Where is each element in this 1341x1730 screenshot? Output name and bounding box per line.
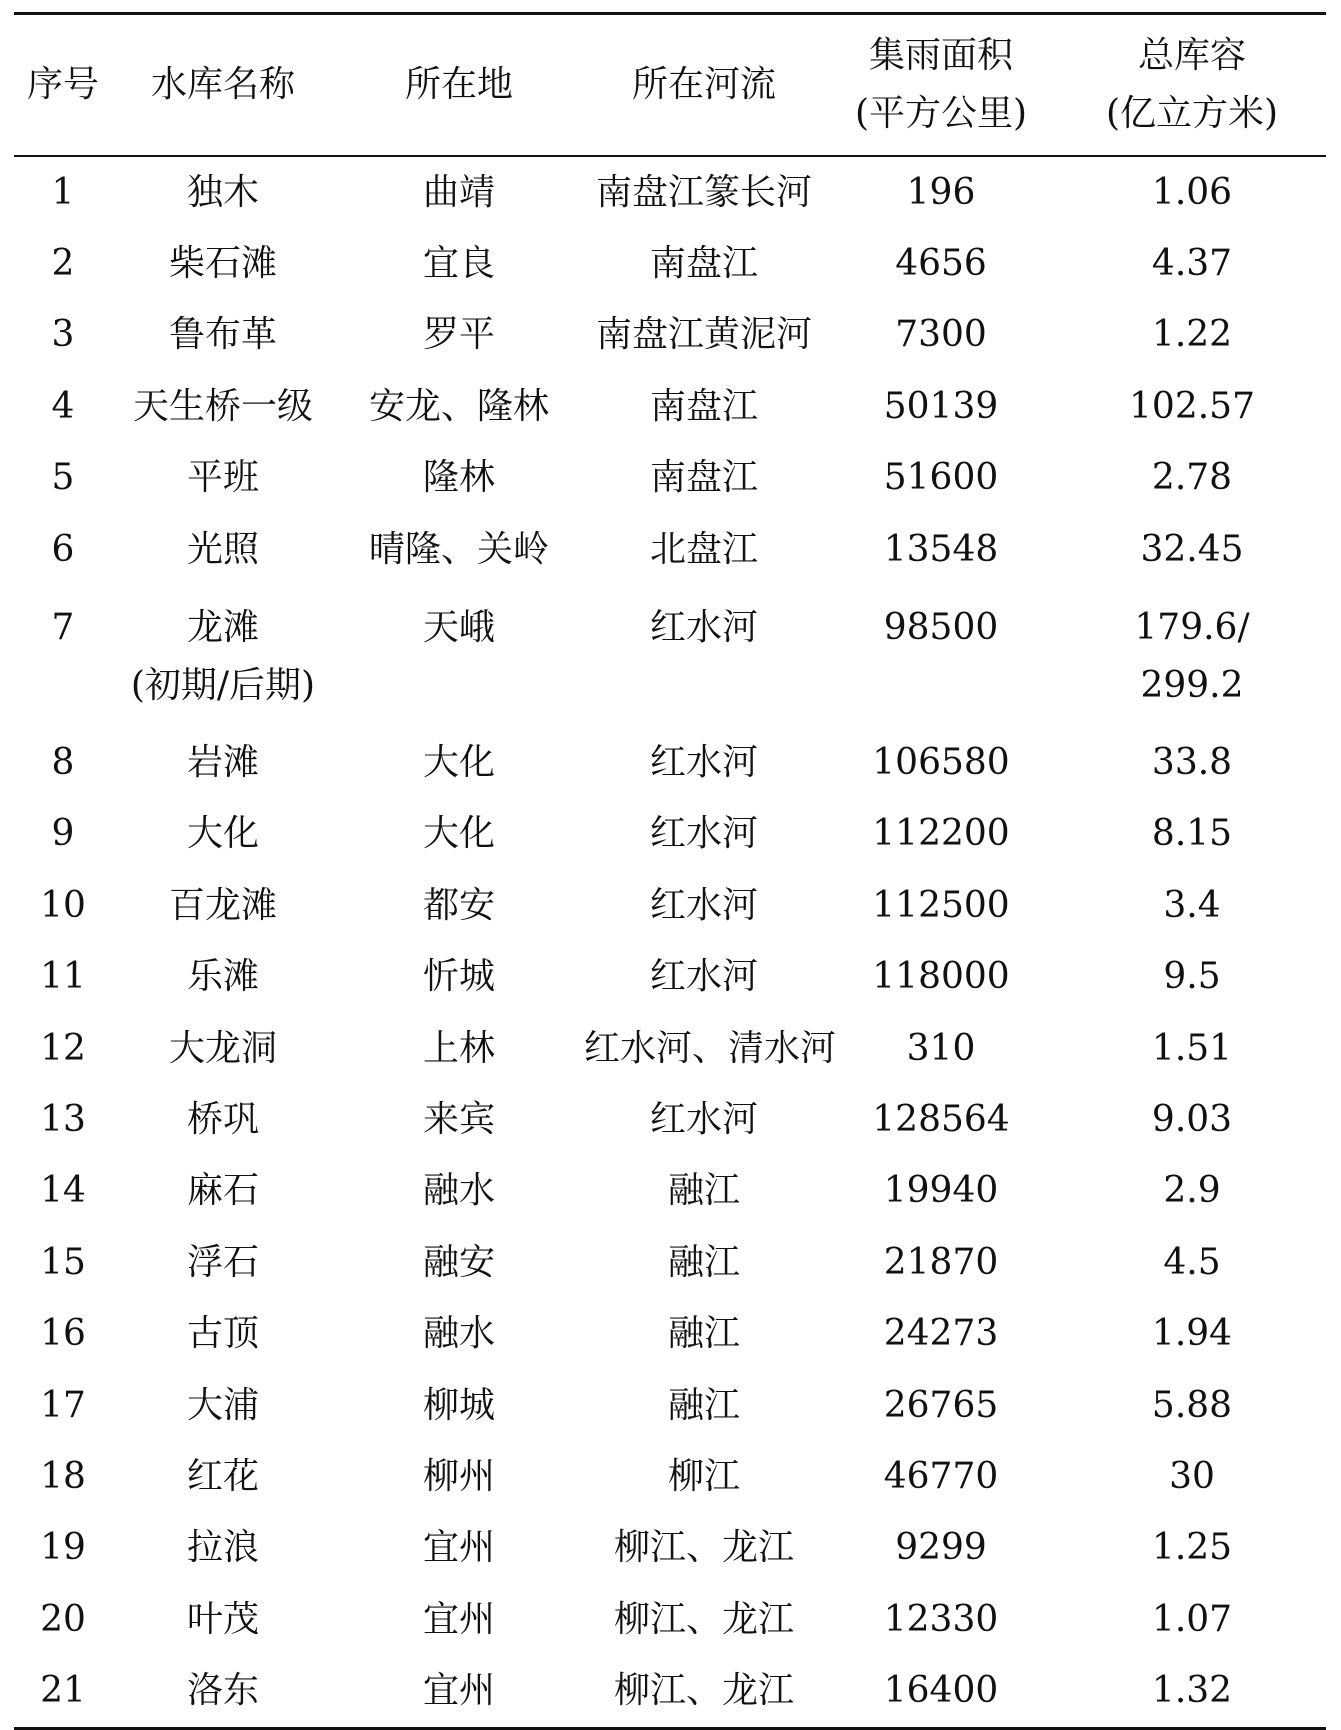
cell-location: 曲靖 [422,171,495,213]
cell-river: 南盘江篆长河 [595,171,812,213]
cell-river: 南盘江 [649,385,758,427]
header-no: 序号 [26,64,99,105]
cell-name: 光照 [186,528,259,570]
cell-location: 宜州 [422,1670,495,1712]
cell-location: 晴隆、关岭 [368,528,549,570]
cell-no: 7 [51,607,75,649]
cell-no: 6 [51,528,75,570]
cell-river: 融江 [667,1170,740,1212]
cell-location: 罗平 [422,314,495,356]
cell-capacity: 9.5 [1163,956,1221,998]
table-row [14,1513,1326,1584]
cell-location: 安龙、隆林 [368,385,549,427]
cell-location: 融水 [422,1170,495,1212]
table-row [14,1655,1326,1728]
cell-river: 南盘江 [649,457,758,499]
cell-name: 平班 [186,457,259,499]
cell-capacity: 8.15 [1151,813,1233,855]
cell-area: 310 [906,1027,976,1069]
cell-location: 宜州 [422,1598,495,1640]
cell-river: 柳江、龙江 [613,1670,794,1712]
cell-no: 12 [40,1027,86,1069]
cell-river: 柳江、龙江 [613,1598,794,1640]
cell-river: 融江 [667,1384,740,1426]
cell-location: 忻城 [422,956,495,998]
table-row [14,870,1326,941]
table-body [14,156,1326,1728]
cell-area: 7300 [895,314,987,356]
header-area: 集雨面积 (平方公里) [854,35,1028,134]
cell-area: 19940 [883,1170,999,1212]
cell-no: 16 [40,1313,86,1355]
cell-name: 龙滩 (初期/后期) [130,607,316,707]
cell-name: 桥巩 [186,1098,259,1140]
header-capacity: 总库容 (亿立方米) [1105,35,1279,134]
cell-no: 13 [40,1098,86,1140]
table-row [14,1298,1326,1369]
cell-capacity: 1.94 [1151,1313,1233,1355]
table-header [14,14,1326,157]
cell-area: 51600 [883,457,999,499]
cell-capacity: 3.4 [1163,884,1221,926]
cell-name: 麻石 [186,1170,259,1212]
header-row [14,14,1326,157]
cell-capacity: 1.22 [1151,314,1233,356]
cell-river: 柳江、龙江 [613,1527,794,1569]
table-row [14,156,1326,228]
cell-capacity: 5.88 [1151,1384,1233,1426]
cell-area: 50139 [883,385,999,427]
cell-capacity: 32.45 [1140,528,1244,570]
cell-capacity: 33.8 [1151,742,1233,784]
cell-capacity: 2.9 [1163,1170,1221,1212]
cell-area: 13548 [883,528,999,570]
cell-capacity: 1.06 [1151,171,1233,213]
cell-no: 8 [51,742,75,784]
cell-name: 乐滩 [186,956,259,998]
table-row [14,799,1326,870]
cell-no: 19 [40,1527,86,1569]
cell-no: 3 [51,314,75,356]
cell-area: 9299 [895,1527,987,1569]
cell-no: 17 [40,1384,86,1426]
cell-river: 红水河 [649,607,758,649]
table-row [14,1584,1326,1655]
cell-area: 196 [906,171,976,213]
table-row [14,228,1326,299]
cell-area: 46770 [883,1455,999,1497]
cell-capacity: 4.37 [1151,243,1233,285]
cell-capacity: 102.57 [1129,385,1255,427]
cell-name: 浮石 [186,1241,259,1283]
cell-name: 拉浪 [186,1527,259,1569]
table-row [14,1441,1326,1512]
cell-no: 5 [51,457,75,499]
cell-capacity: 1.25 [1151,1527,1233,1569]
cell-no: 10 [40,884,86,926]
table-row [14,585,1326,727]
cell-area: 4656 [895,243,987,285]
cell-name: 岩滩 [186,742,259,784]
cell-no: 4 [51,385,75,427]
cell-capacity: 4.5 [1163,1241,1221,1283]
cell-no: 20 [40,1598,86,1640]
cell-capacity: 1.32 [1151,1670,1233,1712]
cell-river: 红水河、清水河 [584,1027,837,1069]
cell-capacity: 1.51 [1151,1027,1233,1069]
cell-location: 天峨 [422,607,495,649]
cell-river: 南盘江黄泥河 [595,314,812,356]
cell-river: 融江 [667,1241,740,1283]
cell-location: 融安 [422,1241,495,1283]
cell-name: 大化 [186,813,259,855]
cell-area: 112200 [872,813,1010,855]
cell-name: 大龙洞 [168,1027,277,1069]
cell-name: 天生桥一级 [132,385,313,427]
cell-capacity: 2.78 [1151,457,1233,499]
cell-location: 融水 [422,1313,495,1355]
cell-river: 南盘江 [649,243,758,285]
cell-location: 大化 [422,742,495,784]
cell-name: 大浦 [186,1384,259,1426]
table-row [14,1227,1326,1298]
table-row [14,942,1326,1013]
cell-no: 2 [51,243,75,285]
cell-no: 15 [40,1241,86,1283]
cell-location: 都安 [422,884,495,926]
cell-area: 24273 [883,1313,999,1355]
cell-area: 98500 [883,607,999,649]
cell-river: 红水河 [649,884,758,926]
cell-capacity: 179.6/ 299.2 [1134,607,1250,707]
cell-river: 红水河 [649,956,758,998]
cell-name: 鲁布革 [168,314,277,356]
cell-area: 21870 [883,1241,999,1283]
cell-location: 宜州 [422,1527,495,1569]
reservoir-table-container [14,12,1326,1730]
table-row [14,1370,1326,1441]
cell-location: 来宾 [422,1098,495,1140]
table-row [14,1156,1326,1227]
cell-capacity: 30 [1169,1455,1215,1497]
cell-name: 洛东 [186,1670,259,1712]
cell-name: 红花 [186,1455,259,1497]
cell-location: 隆林 [422,457,495,499]
cell-area: 16400 [883,1670,999,1712]
cell-location: 大化 [422,813,495,855]
cell-no: 14 [40,1170,86,1212]
cell-no: 1 [51,171,75,213]
header-location: 所在地 [404,64,513,105]
table-row [14,1013,1326,1084]
reservoir-table [14,12,1326,1730]
cell-area: 112500 [872,884,1010,926]
cell-river: 柳江 [667,1455,740,1497]
cell-river: 红水河 [649,1098,758,1140]
cell-river: 红水河 [649,813,758,855]
cell-name: 柴石滩 [168,243,277,285]
cell-no: 9 [51,813,75,855]
cell-location: 宜良 [422,243,495,285]
cell-river: 红水河 [649,742,758,784]
cell-capacity: 1.07 [1151,1598,1233,1640]
table-row [14,371,1326,442]
cell-area: 106580 [872,742,1010,784]
cell-capacity: 9.03 [1151,1098,1233,1140]
header-name: 水库名称 [150,64,295,105]
cell-location: 柳州 [422,1455,495,1497]
cell-location: 柳城 [422,1384,495,1426]
cell-area: 118000 [872,956,1010,998]
cell-no: 18 [40,1455,86,1497]
cell-area: 128564 [872,1098,1010,1140]
cell-river: 北盘江 [649,528,758,570]
cell-name: 叶茂 [186,1598,259,1640]
cell-name: 百龙滩 [168,884,277,926]
table-row [14,1084,1326,1155]
table-row [14,727,1326,798]
cell-area: 26765 [883,1384,999,1426]
cell-area: 12330 [883,1598,999,1640]
cell-no: 21 [40,1670,86,1712]
header-river: 所在河流 [631,64,776,105]
table-row [14,443,1326,514]
cell-location: 上林 [422,1027,495,1069]
cell-river: 融江 [667,1313,740,1355]
table-row [14,514,1326,585]
cell-name: 独木 [186,171,259,213]
table-row [14,300,1326,371]
cell-name: 古顶 [186,1313,259,1355]
cell-no: 11 [40,956,86,998]
